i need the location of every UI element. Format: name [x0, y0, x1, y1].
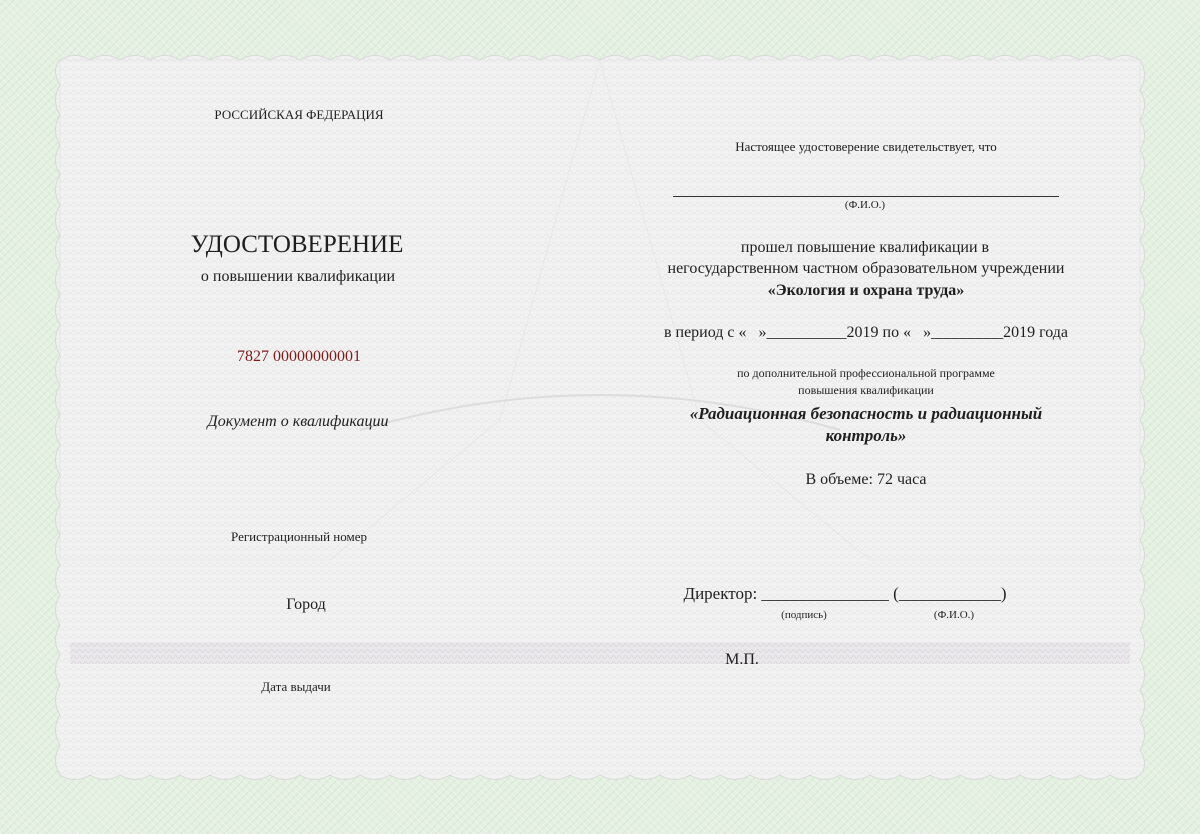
reg-number-label: Регистрационный номер — [231, 529, 367, 544]
program-name-line-1: «Радиационная безопасность и радиационный — [689, 404, 1043, 423]
program-name-line-2: контроль» — [825, 426, 907, 445]
training-volume: В объеме: 72 часа — [805, 471, 927, 488]
director-signature-line: Директор: _______________ (____________) — [683, 584, 1007, 603]
certificate-number: 7827 00000000001 — [237, 348, 361, 365]
city-label: Город — [286, 596, 326, 613]
issue-date-label: Дата выдачи — [261, 679, 331, 694]
institution-type: негосударственном частном образовательном учреждении — [667, 260, 1065, 277]
country-name: РОССИЙСКАЯ ФЕДЕРАЦИЯ — [214, 107, 384, 122]
fio-line — [673, 196, 1059, 197]
training-period: в период с « »__________2019 по « »_________2019 года — [663, 324, 1069, 341]
certificate-title: УДОСТОВЕРЕНИЕ — [190, 231, 404, 258]
seal-placeholder: М.П. — [725, 651, 759, 668]
decorative-band — [70, 642, 1130, 664]
program-line-1: по дополнительной профессиональной программе — [737, 366, 995, 380]
document-type: Документ о квалификации — [207, 413, 389, 430]
certificate-subtitle: о повышении квалификации — [200, 268, 396, 285]
completed-text: прошел повышение квалификации в — [740, 239, 990, 256]
signature-caption: (подпись) — [781, 609, 827, 621]
institution-name: «Экология и охрана труда» — [767, 282, 965, 299]
fio-caption: (Ф.И.О.) — [844, 199, 886, 211]
program-line-2: повышения квалификации — [798, 383, 934, 397]
director-fio-caption: (Ф.И.О.) — [933, 609, 975, 621]
intro-text: Настоящее удостоверение свидетельствует, что — [735, 139, 997, 154]
